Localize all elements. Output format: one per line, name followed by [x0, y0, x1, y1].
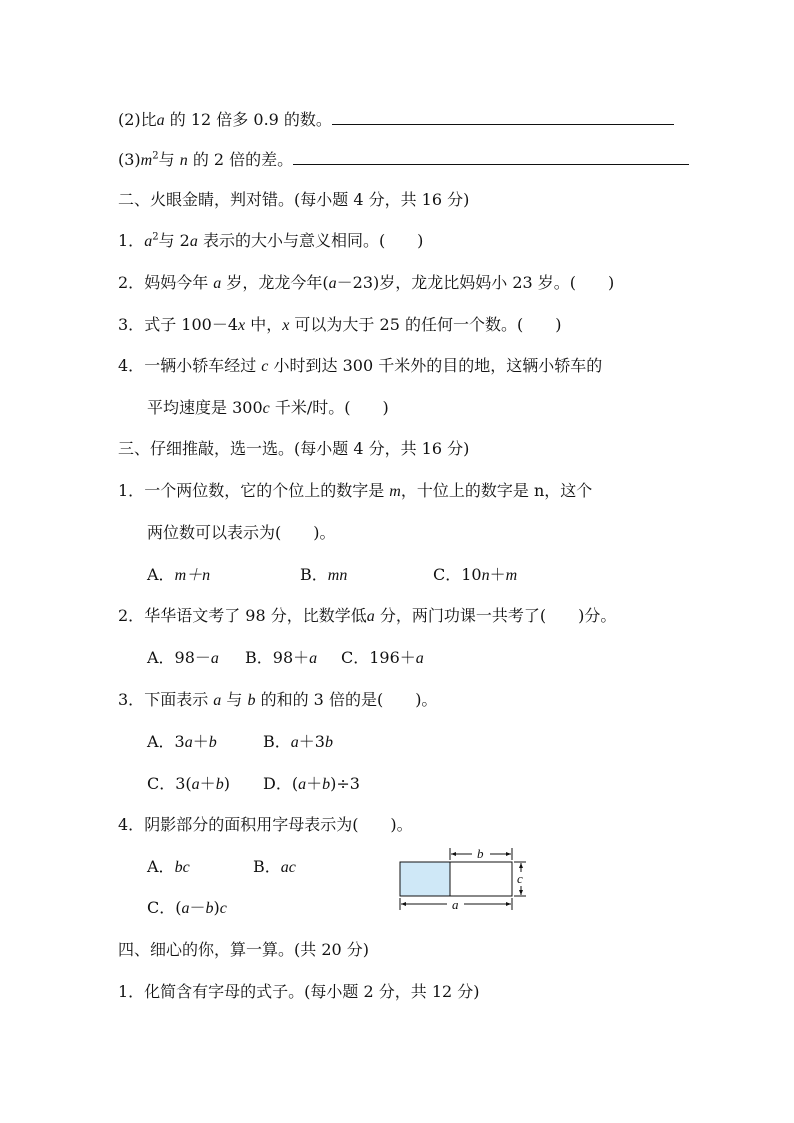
unshaded-region — [450, 862, 512, 896]
answer-blank[interactable] — [293, 148, 689, 165]
option-c[interactable]: C．(a－b)c — [147, 898, 227, 917]
q2-4-line2: 平均速度是 300c 千米/时。( ) — [147, 398, 389, 417]
option-a[interactable]: A．m＋n — [147, 565, 211, 584]
option-b[interactable]: B．ac — [253, 857, 296, 876]
option-b[interactable]: B．a＋3b — [263, 732, 333, 751]
q2-2: 2．妈妈今年 a 岁，龙龙今年(a－23)岁，龙龙比妈妈小 23 岁。( ) — [118, 273, 615, 292]
q3-4: 4．阴影部分的面积用字母表示为( )。 — [118, 815, 413, 834]
option-a[interactable]: A．98－a — [147, 648, 219, 667]
q3-2: 2．华华语文考了 98 分，比数学低a 分，两门功课一共考了( )分。 — [118, 606, 617, 625]
shaded-region — [400, 862, 450, 896]
q2-3: 3．式子 100－4x 中，x 可以为大于 25 的任何一个数。( ) — [118, 315, 562, 334]
section-2-heading: 二、火眼金睛，判对错。(每小题 4 分，共 16 分) — [118, 190, 470, 209]
q3-1: 1．一个两位数，它的个位上的数字是 m，十位上的数字是 n，这个 — [118, 481, 593, 500]
q3-4-options-2 — [147, 897, 227, 920]
option-b[interactable]: B．mn — [300, 565, 348, 584]
q3-3: 3．下面表示 a 与 b 的和的 3 倍的是( )。 — [118, 690, 438, 709]
q3-2-options — [147, 647, 424, 670]
answer-blank[interactable] — [332, 108, 674, 125]
q2-1: 1．$a^2$与 2a 表示的大小与意义相同。( ) — [118, 231, 424, 250]
option-b[interactable]: B．98＋a — [245, 648, 318, 667]
option-a[interactable]: A．bc — [147, 857, 190, 876]
option-d[interactable]: D．(a＋b)÷3 — [263, 774, 360, 793]
q1-3: $(3)m^2$与 n 的 2 倍的差。 — [118, 148, 689, 172]
q3-4-options-1 — [147, 856, 296, 879]
option-c[interactable]: C．10n＋m — [433, 565, 518, 584]
option-c[interactable]: C．196＋a — [341, 648, 424, 667]
q2-4: 4．一辆小轿车经过 c 小时到达 300 千米外的目的地，这辆小轿车的 — [118, 356, 603, 375]
label-b: b — [477, 846, 484, 861]
q3-1-options — [147, 564, 517, 587]
q1-2: (2)比a 的 12 倍多 0.9 的数。 — [118, 108, 674, 132]
q3-3-options-1 — [147, 731, 333, 754]
q4-1: 1．化简含有字母的式子。(每小题 2 分，共 12 分) — [118, 982, 480, 1001]
rectangle-figure — [392, 846, 530, 914]
q3-3-options-2 — [147, 773, 360, 796]
label-c: c — [517, 871, 523, 886]
label-a: a — [452, 897, 459, 912]
q3-1-line2: 两位数可以表示为( )。 — [147, 523, 336, 542]
option-c[interactable]: C．3(a＋b) — [147, 774, 230, 793]
section-3-heading: 三、仔细推敲，选一选。(每小题 4 分，共 16 分) — [118, 439, 470, 458]
option-a[interactable]: A．3a＋b — [147, 732, 217, 751]
section-4-heading: 四、细心的你，算一算。(共 20 分) — [118, 940, 370, 959]
